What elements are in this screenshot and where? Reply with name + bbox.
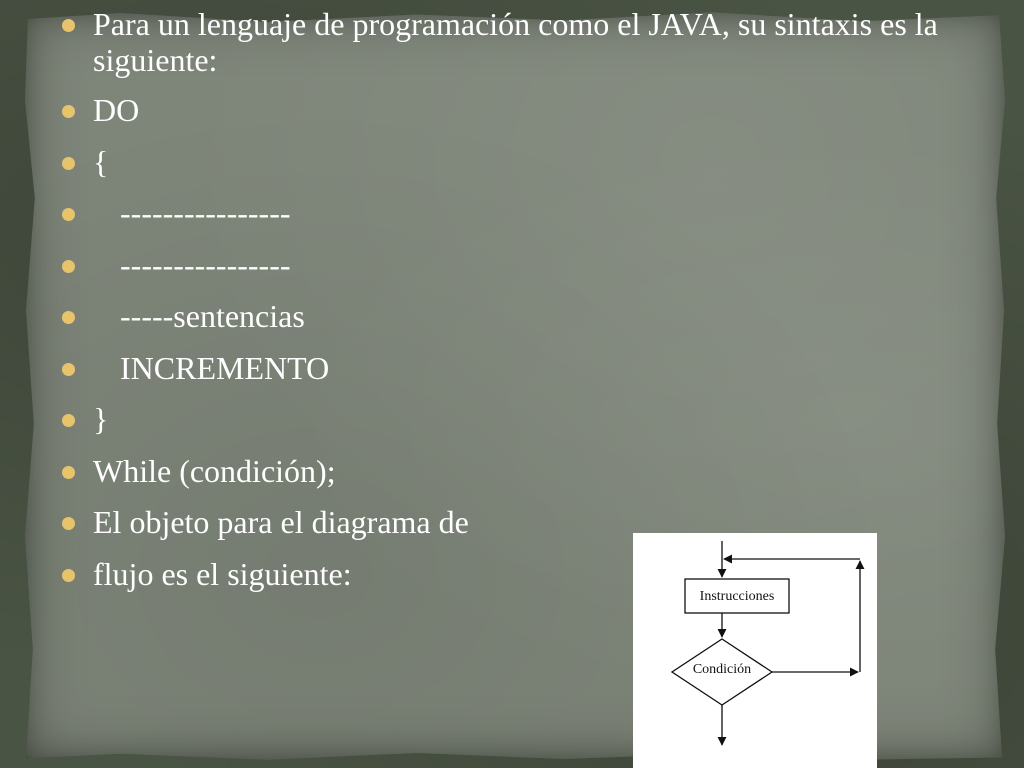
bullet-list <box>62 6 942 607</box>
bullet-item <box>62 453 942 489</box>
bullet-dot-icon <box>62 19 75 32</box>
bullet-item <box>62 144 942 180</box>
bullet-dot-icon <box>62 363 75 376</box>
bullet-text: While (condición); <box>93 452 336 489</box>
process-label: Instrucciones <box>699 589 775 604</box>
flowchart-image <box>633 533 877 768</box>
bullet-text: ---------------- <box>120 195 291 231</box>
bullet-item <box>62 92 942 128</box>
bullet-dot-icon <box>62 311 75 324</box>
bullet-text: { <box>93 143 109 180</box>
bullet-dot-icon <box>62 260 75 273</box>
bullet-item <box>62 350 942 386</box>
bullet-text: flujo es el siguiente: <box>93 555 352 592</box>
bullet-text: El objeto para el diagrama de <box>93 504 469 540</box>
bullet-text: INCREMENTO <box>120 349 330 386</box>
bullet-dot-icon <box>62 569 75 582</box>
bullet-text: -----sentencias <box>120 298 305 334</box>
bullet-text: Para un lenguaje de programación como el JAVA, su sintaxis es la siguiente: <box>93 6 938 78</box>
bullet-dot-icon <box>62 157 75 170</box>
decision-label: Condición <box>692 662 752 677</box>
bullet-dot-icon <box>62 208 75 221</box>
bullet-item <box>62 401 942 437</box>
bullet-dot-icon <box>62 517 75 530</box>
bullet-dot-icon <box>62 414 75 427</box>
bullet-item <box>62 195 942 231</box>
bullet-dot-icon <box>62 466 75 479</box>
bullet-dot-icon <box>62 105 75 118</box>
bullet-text: } <box>93 401 109 437</box>
bullet-item <box>62 247 942 283</box>
bullet-text: ---------------- <box>120 246 291 283</box>
bullet-item <box>62 298 942 334</box>
bullet-text: DO <box>93 92 140 128</box>
bullet-item <box>62 6 942 78</box>
